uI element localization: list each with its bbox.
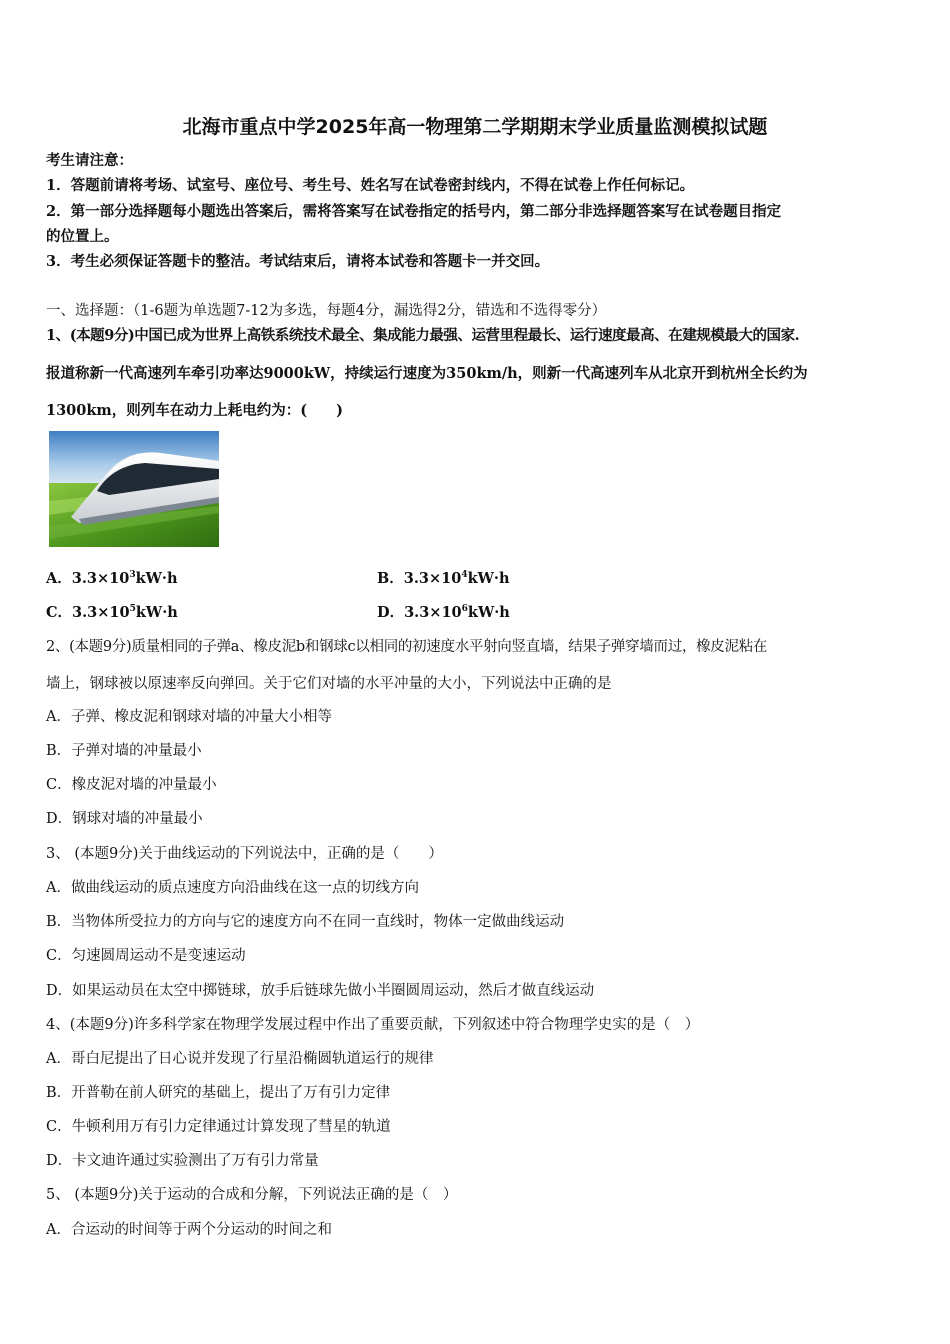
notice-heading: 考生请注意： — [46, 152, 133, 169]
q3-stem: 3、 (本题9分)关于曲线运动的下列说法中，正确的是（ ） — [46, 846, 443, 862]
q3-option: A．做曲线运动的质点速度方向沿曲线在这一点的切线方向 — [46, 880, 419, 896]
q4-stem: 4、(本题9分)许多科学家在物理学发展过程中作出了重要贡献，下列叙述中符合物理学史实的是（ ） — [46, 1017, 700, 1033]
section-heading: 一、选择题：（1-6题为单选题7-12为多选，每题4分，漏选得2分，错选和不选得零分） — [46, 303, 607, 319]
notice-item: 1．答题前请将考场、试室号、座位号、考生号、姓名写在试卷密封线内，不得在试卷上作任何标记。 — [46, 177, 695, 194]
q4-option: D．卡文迪许通过实验测出了万有引力常量 — [46, 1153, 319, 1169]
notice-item: 的位置上。 — [46, 228, 119, 245]
q2-stem-line: 2、(本题9分)质量相同的子弹a、橡皮泥b和钢球c以相同的初速度水平射向竖直墙，结果子弹穿墙而过，橡皮泥粘在 — [46, 639, 768, 655]
q1-stem-line: 1300km，则列车在动力上耗电约为：( ) — [46, 402, 343, 419]
q4-option: C．牛顿利用万有引力定律通过计算发现了彗星的轨道 — [46, 1119, 391, 1135]
q1-stem-line: 报道称新一代高速列车牵引功率达9000kW，持续运行速度为350km/h，则新一代高速列车从北京开到杭州全长约为 — [46, 365, 808, 382]
q2-option: A．子弹、橡皮泥和钢球对墙的冲量大小相等 — [46, 709, 332, 725]
q2-option: B．子弹对墙的冲量最小 — [46, 743, 202, 759]
page-title: 北海市重点中学2025年高一物理第二学期期末学业质量监测模拟试题 — [182, 116, 768, 138]
q2-option: D．钢球对墙的冲量最小 — [46, 811, 203, 827]
q2-stem-line: 墙上，钢球被以原速率反向弹回。关于它们对墙的水平冲量的大小，下列说法中正确的是 — [46, 676, 612, 692]
notice-item: 3．考生必须保证答题卡的整洁。考试结束后，请将本试卷和答题卡一并交回。 — [46, 253, 550, 270]
q5-option: A．合运动的时间等于两个分运动的时间之和 — [46, 1222, 332, 1238]
q1-option-b: B．$3.3\times 10^4kW\cdot h$ — [377, 570, 510, 587]
notice-item: 2．第一部分选择题每小题选出答案后，需将答案写在试卷指定的括号内，第二部分非选择题答案写在试卷题目指定 — [46, 203, 782, 220]
q3-option: B．当物体所受拉力的方向与它的速度方向不在同一直线时，物体一定做曲线运动 — [46, 914, 565, 930]
q1-option-c: C．$3.3\times 10^5kW\cdot h$ — [46, 604, 178, 621]
q1-option-a: A．$3.3\times 10^3kW\cdot h$ — [46, 570, 178, 587]
q3-option: C．匀速圆周运动不是变速运动 — [46, 948, 246, 964]
train-image — [49, 431, 219, 547]
q4-option: A．哥白尼提出了日心说并发现了行星沿椭圆轨道运行的规律 — [46, 1051, 434, 1067]
q1-stem-line: 1、(本题9分)中国已成为世界上高铁系统技术最全、集成能力最强、运营里程最长、运行速度最高、在建规模最大的国家. — [46, 327, 800, 344]
q4-option: B．开普勒在前人研究的基础上，提出了万有引力定律 — [46, 1085, 391, 1101]
q1-option-d: D．$3.3\times 10^6kW\cdot h$ — [377, 604, 510, 621]
q2-option: C．橡皮泥对墙的冲量最小 — [46, 777, 217, 793]
q5-stem: 5、 (本题9分)关于运动的合成和分解，下列说法正确的是（ ） — [46, 1187, 458, 1203]
q3-option: D．如果运动员在太空中掷链球，放手后链球先做小半圈圆周运动，然后才做直线运动 — [46, 983, 595, 999]
